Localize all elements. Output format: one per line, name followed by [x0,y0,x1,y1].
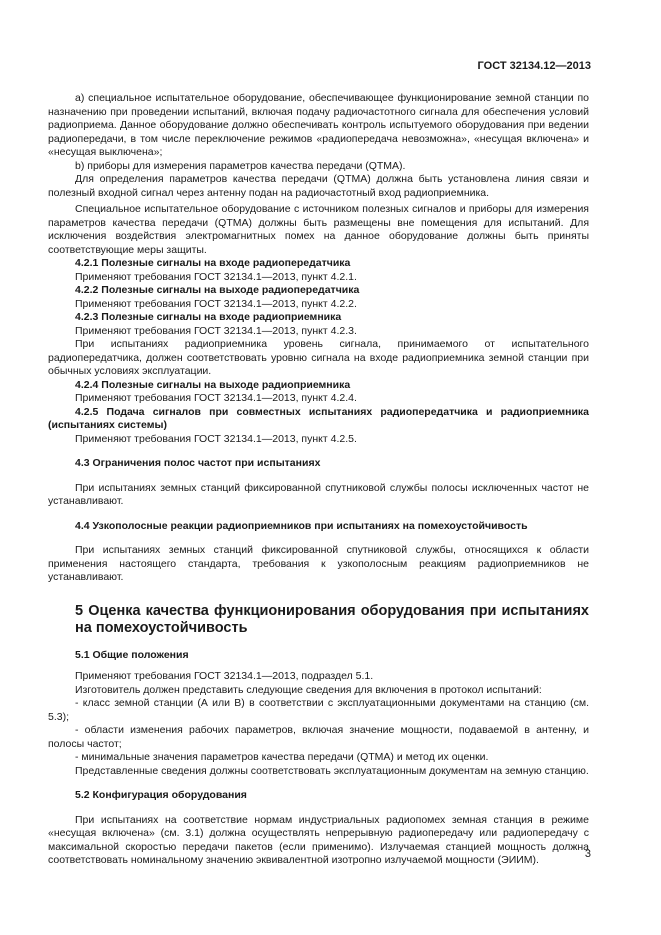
paragraph-special-equipment: Специальное испытательное оборудование с источником полезных сигналов и приборы для измерения параметров качества передачи (QTMA) должны быть размещены вне помещения для испытаний. Для исключения воздействия электромагнитных помех на данное оборудование должны быть приняты соответствующие меры защиты. [48,203,589,256]
heading-4-3: 4.3 Ограничения полос частот при испытаниях [75,457,321,469]
paragraph-4-2-2: Применяют требования ГОСТ 32134.1—2013, пункт 4.2.2. [75,297,357,310]
paragraph-5-2: При испытаниях на соответствие нормам индустриальных радиопомех земная станция в режиме «несущая включена» (см. 3.1) должна осуществлять непрерывную радиопередачу или радиопередачу с максимальной скоростью передачи пакетов (если применимо). Излучаемая станцией мощность должна соответствовать номинальному значению эквивалентной изотропно излучаемой мощности (ЭИИМ). [48,813,589,866]
paragraph-4-2-3-receiver: При испытаниях радиоприемника уровень сигнала, принимаемого от испытательного радиопередатчика, должен соответствовать уровню сигнала на входе радиоприемника земной станции при обычных условиях эксплуатации. [48,338,589,377]
paragraph-4-2-1: Применяют требования ГОСТ 32134.1—2013, пункт 4.2.1. [75,270,357,283]
heading-5-2: 5.2 Конфигурация оборудования [75,789,247,801]
paragraph-4-2-3: Применяют требования ГОСТ 32134.1—2013, пункт 4.2.3. [75,324,357,337]
heading-4-2-4: 4.2.4 Полезные сигналы на выходе радиоприемника [75,378,351,391]
paragraph-5-1-docs: Представленные сведения должны соответствовать эксплуатационным документам на земную станцию. [75,764,589,777]
heading-section-5: 5 Оценка качества функционирования оборудования при испытаниях на помехоустойчивость [75,602,589,636]
heading-4-2-3: 4.2.3 Полезные сигналы на входе радиоприемника [75,311,342,323]
heading-5-1: 5.1 Общие положения [75,648,189,661]
paragraph-4-4: При испытаниях земных станций фиксированной спутниковой службы, относящихся к области применения настоящего стандарта, требования к узкополосным реакциям радиоприемников не устанавливают. [48,544,589,583]
list-item-qtma: - минимальные значения параметров качества передачи (QTMA) и метод их оценки. [75,751,489,763]
paragraph-5-1-info: Изготовитель должен представить следующие сведения для включения в протокол испытаний: [75,683,542,696]
paragraph-4-3: При испытаниях земных станций фиксированной спутниковой службы полосы исключенных частот не устанавливают. [48,481,589,507]
page-header: ГОСТ 32134.12—2013 [477,60,591,72]
paragraph-4-2-5: Применяют требования ГОСТ 32134.1—2013, пункт 4.2.5. [75,432,357,445]
list-item-parameters: - области изменения рабочих параметров, включая значение мощности, подаваемой в антенну, и полосы частот; [48,724,589,750]
paragraph-5-1: Применяют требования ГОСТ 32134.1—2013, подраздел 5.1. [75,670,374,682]
heading-4-2-5: 4.2.5 Подача сигналов при совместных испытаниях радиопередатчика и радиоприемника (испытаниях системы) [48,405,589,431]
heading-4-2-2: 4.2.2 Полезные сигналы на выходе радиопередатчика [75,284,360,296]
paragraph-qtma-link: Для определения параметров качества передачи (QTMA) должна быть установлена линия связи и полезный входной сигнал через антенну подан на радиочастотный вход радиоприемника. [48,173,589,199]
document-body [48,92,589,868]
heading-4-4: 4.4 Узкополосные реакции радиоприемников при испытаниях на помехоустойчивость [75,519,528,532]
list-item-station-class: - класс земной станции (А или В) в соответствии с эксплуатационными документами на станцию (см. 5.3); [48,697,589,723]
paragraph-item-a: а) специальное испытательное оборудование, обеспечивающее функционирование земной станции по назначению при проведении испытаний, включая подачу радиочастотного сигнала для обеспечения условий радиоприема. Данное оборудование должно обеспечивать контроль испытуемого оборудования при ведении радиопередачи, в том числе переключение режимов «радиопередача невозможна», «несущая включена» и «несущая выключена»; [48,92,589,158]
page-number: 3 [584,848,591,860]
paragraph-4-2-4: Применяют требования ГОСТ 32134.1—2013, пункт 4.2.4. [75,392,357,404]
paragraph-item-b: b) приборы для измерения параметров качества передачи (QTMA). [75,159,406,172]
heading-4-2-1: 4.2.1 Полезные сигналы на входе радиопередатчика [75,257,351,269]
